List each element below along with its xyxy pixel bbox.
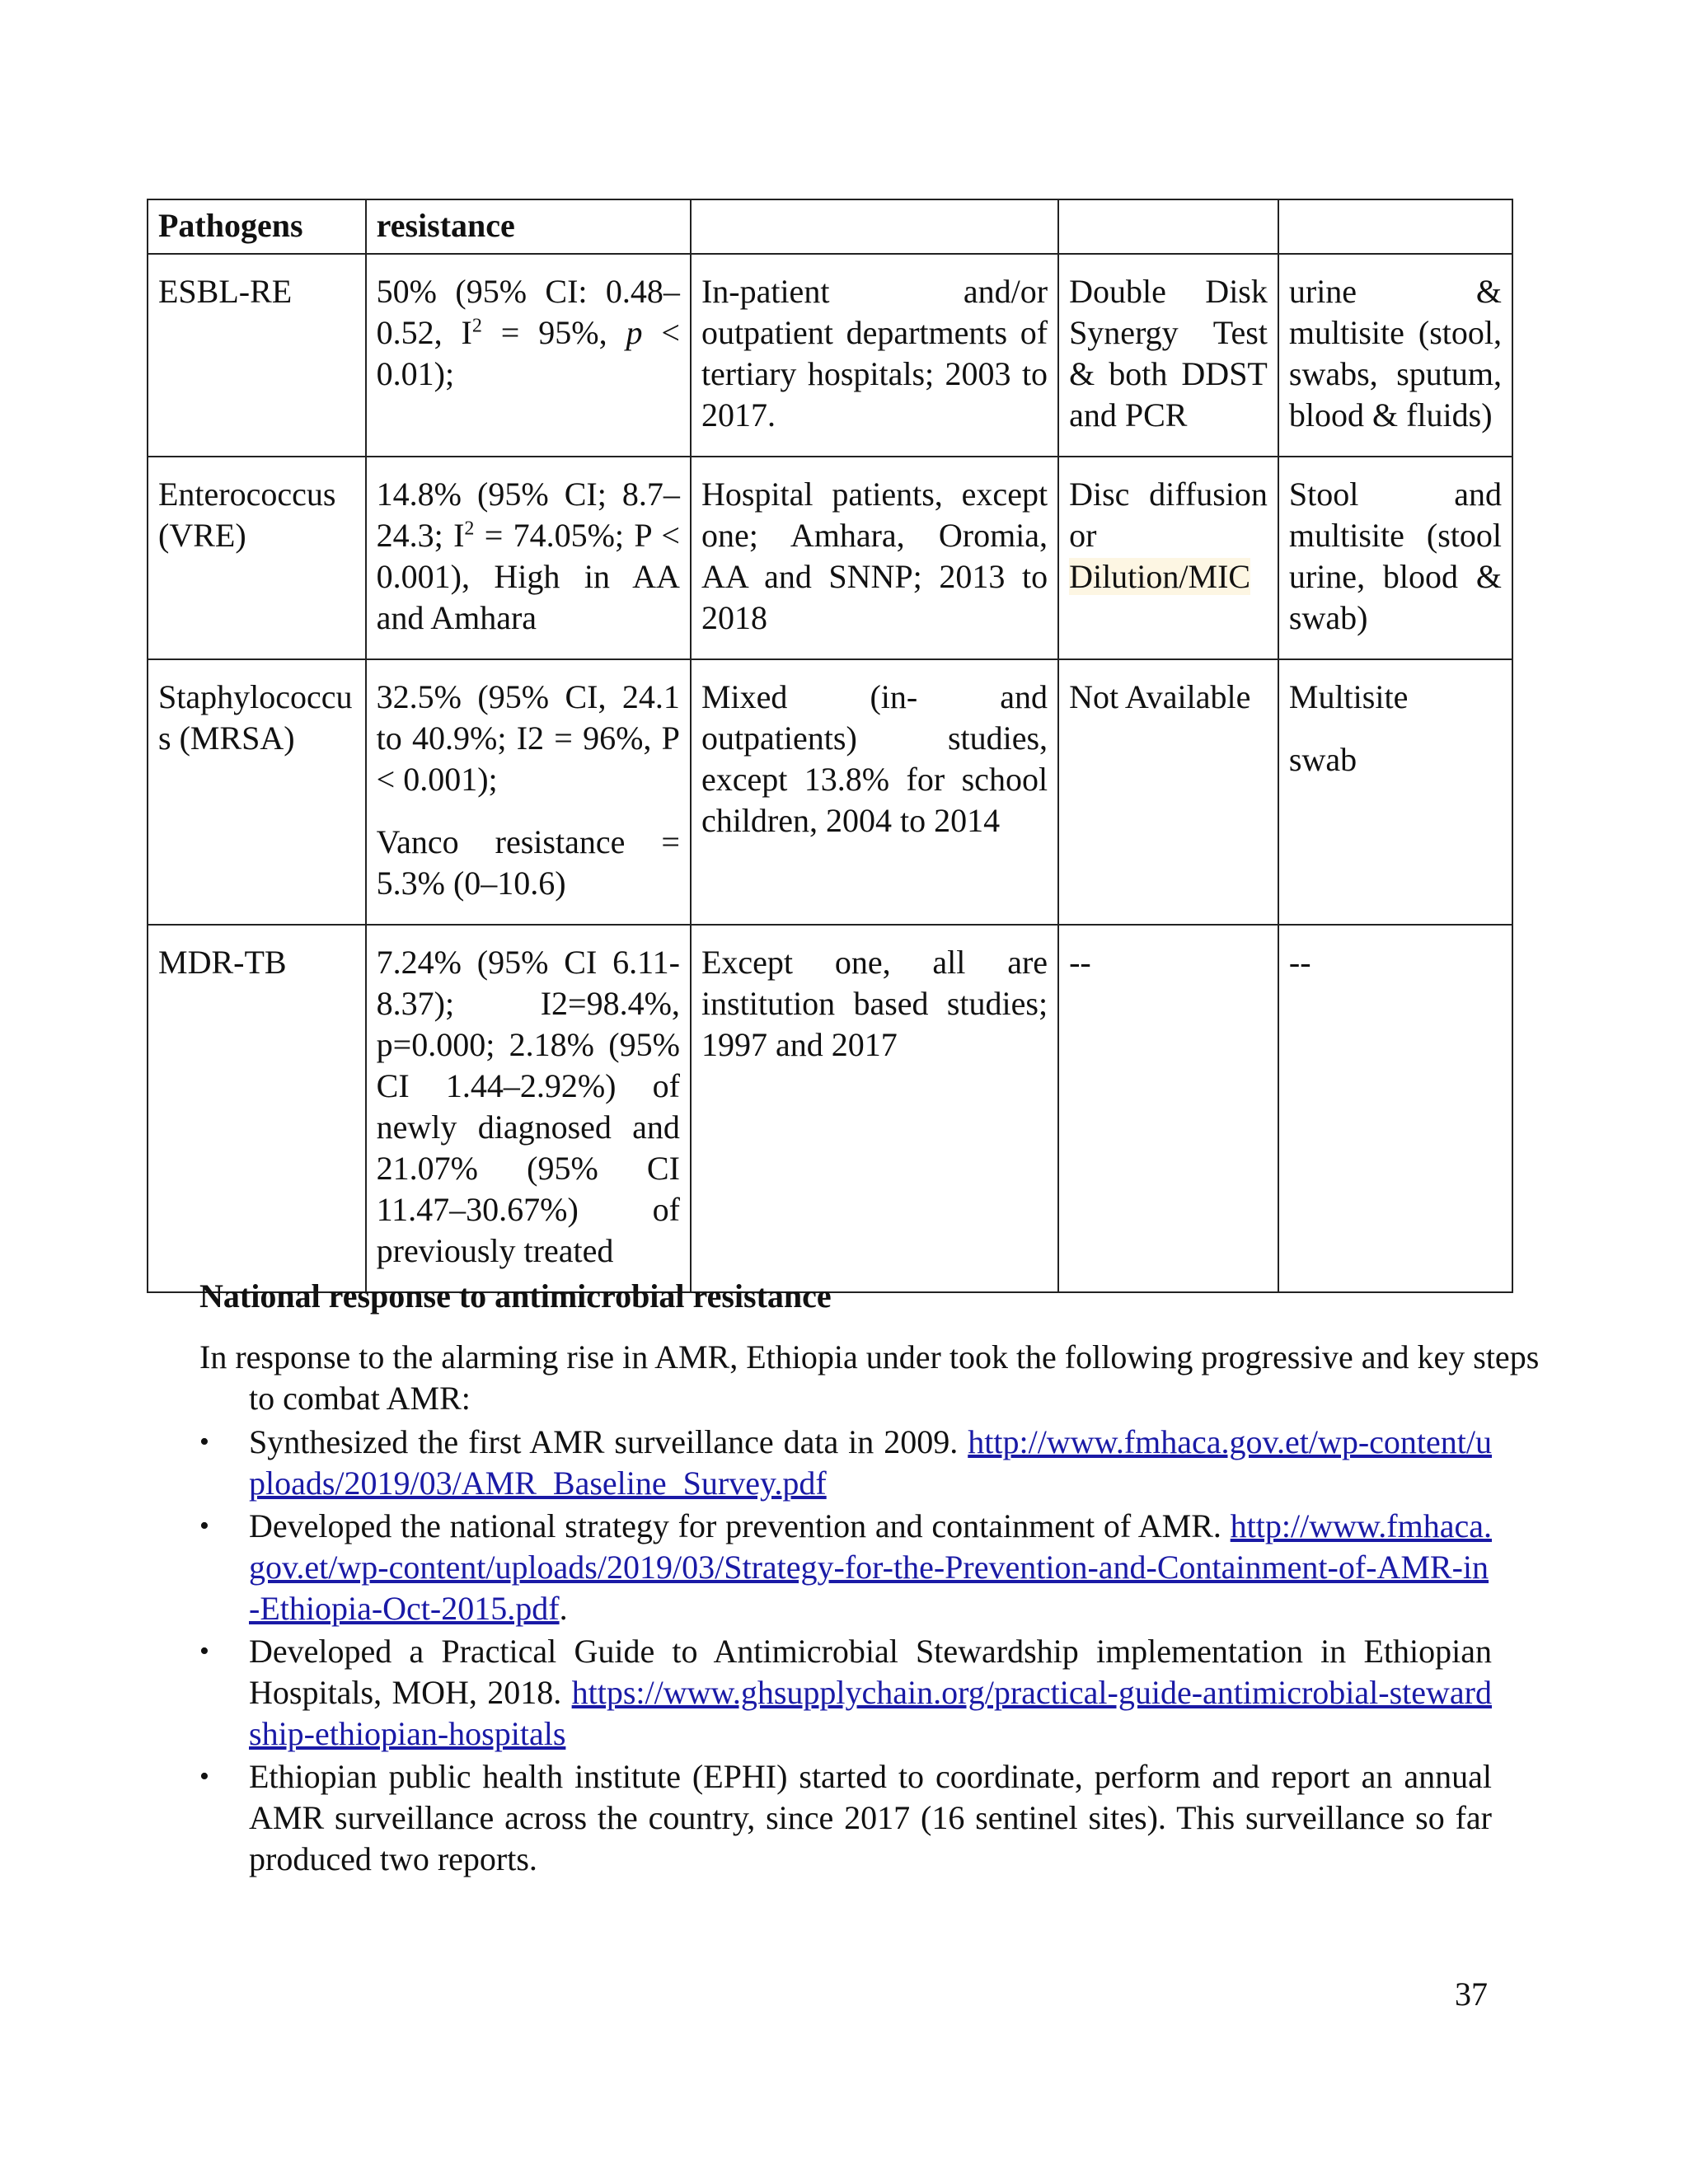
setting-cell: In-patient and/or outpatient departments of tertiary hospitals; 2003 to 2017. <box>691 254 1058 457</box>
method-cell: -- <box>1058 925 1278 1292</box>
setting-cell: Except one, all are institution based studies; 1997 and 2017 <box>691 925 1058 1292</box>
header-cell-empty <box>1278 199 1512 254</box>
resistance-extra-text: Vanco resistance = 5.3% (0–10.6) <box>376 823 680 902</box>
table-row <box>148 254 1512 457</box>
header-cell-pathogens: Pathogens <box>148 199 366 254</box>
italic-p: p <box>626 314 643 351</box>
hyperlink[interactable]: http://www.fmhaca.gov.et/wp-content/uploads/2019/03/Strategy-for-the-Prevention-and-Containment-of-AMR-in-Ethiopia-Oct-2015.pdf <box>249 1507 1492 1627</box>
table-row <box>148 659 1512 925</box>
pathogen-cell: MDR-TB <box>148 925 366 1292</box>
header-cell-resistance: resistance <box>366 199 691 254</box>
hyperlink[interactable]: https://www.ghsupplychain.org/practical-guide-antimicrobial-stewardship-ethiopian-hospitals <box>249 1674 1492 1752</box>
resistance-cell <box>366 457 691 659</box>
superscript: 2 <box>464 518 475 540</box>
method-text-highlighted: Dilution/MIC <box>1069 558 1251 595</box>
list-item <box>199 1631 1492 1755</box>
bullet-text: Developed the national strategy for prevention and containment of AMR. <box>249 1507 1231 1544</box>
header-cell-empty <box>1058 199 1278 254</box>
bullet-after: . <box>559 1590 568 1627</box>
pathogen-cell: Enterococcus (VRE) <box>148 457 366 659</box>
header-cell-empty <box>691 199 1058 254</box>
resistance-cell <box>366 254 691 457</box>
specimen-text: Multisite <box>1288 678 1409 715</box>
table-row <box>148 457 1512 659</box>
bullet-text: Synthesized the first AMR surveillance data in 2009. <box>249 1423 968 1460</box>
resistance-cell: 7.24% (95% CI 6.11-8.37); I2=98.4%, p=0.000; 2.18% (95% CI 1.44–2.92%) of newly diagnosed and 21.07% (95% CI 11.47–30.67%) of previously treated <box>366 925 691 1292</box>
specimen-text: swab <box>1288 741 1357 778</box>
resistance-text: 50% (95% CI: 0.48–0.52, I <box>376 273 680 351</box>
method-cell: Double Disk Synergy Test & both DDST and PCR <box>1058 254 1278 457</box>
list-item <box>199 1756 1492 1880</box>
specimen-cell: urine & multisite (stool, swabs, sputum, blood & fluids) <box>1278 254 1512 457</box>
table-row <box>148 925 1512 1292</box>
resistance-cell <box>366 659 691 925</box>
page-number: 37 <box>1455 1975 1488 2013</box>
resistance-text: = 74.05%; P < 0.001), High in AA and Amhara <box>376 517 680 636</box>
amr-resistance-table <box>147 199 1513 1293</box>
pathogen-cell: Staphylococcus (MRSA) <box>148 659 366 925</box>
bullet-text: Ethiopian public health institute (EPHI) started to coordinate, perform and report an annual AMR surveillance across the country, since 2017 (16 sentinel sites). This surveillance so far produced two reports. <box>249 1758 1492 1877</box>
resistance-text: = 95%, <box>481 314 626 351</box>
section-heading: National response to antimicrobial resistance <box>199 1277 832 1315</box>
bullet-icon: • <box>199 1511 209 1541</box>
hyperlink[interactable]: http://www.fmhaca.gov.et/wp-content/uploads/2019/03/AMR_Baseline_Survey.pdf <box>249 1423 1492 1502</box>
bullet-list <box>199 1422 1492 1882</box>
specimen-cell <box>1278 659 1512 925</box>
resistance-text: 14.8% (95% CI; 8.7–24.3; I <box>376 476 680 554</box>
list-item <box>199 1506 1492 1629</box>
bullet-icon: • <box>199 1636 209 1666</box>
resistance-text: 32.5% (95% CI, 24.1 to 40.9%; I2 = 96%, P < 0.001); <box>376 678 680 798</box>
bullet-text: Developed a Practical Guide to Antimicrobial Stewardship implementation in Ethiopian Hospitals, MOH, 2018. <box>249 1633 1492 1711</box>
bullet-icon: • <box>199 1761 209 1792</box>
specimen-cell: -- <box>1278 925 1512 1292</box>
method-cell: Not Available <box>1058 659 1278 925</box>
table-header-row <box>148 199 1512 254</box>
setting-cell: Mixed (in- and outpatients) studies, except 13.8% for school children, 2004 to 2014 <box>691 659 1058 925</box>
method-text: Disc diffusion or <box>1069 476 1268 554</box>
specimen-cell: Stool and multisite (stool urine, blood & swab) <box>1278 457 1512 659</box>
setting-cell: Hospital patients, except one; Amhara, Oromia, AA and SNNP; 2013 to 2018 <box>691 457 1058 659</box>
resistance-text: < 0.01); <box>376 314 680 392</box>
method-cell <box>1058 457 1278 659</box>
list-item <box>199 1422 1492 1504</box>
superscript: 2 <box>471 315 482 337</box>
pathogen-cell: ESBL-RE <box>148 254 366 457</box>
intro-paragraph: In response to the alarming rise in AMR, Ethiopia under took the following progressive and key steps to combat AMR: <box>199 1338 1540 1417</box>
bullet-icon: • <box>199 1427 209 1457</box>
